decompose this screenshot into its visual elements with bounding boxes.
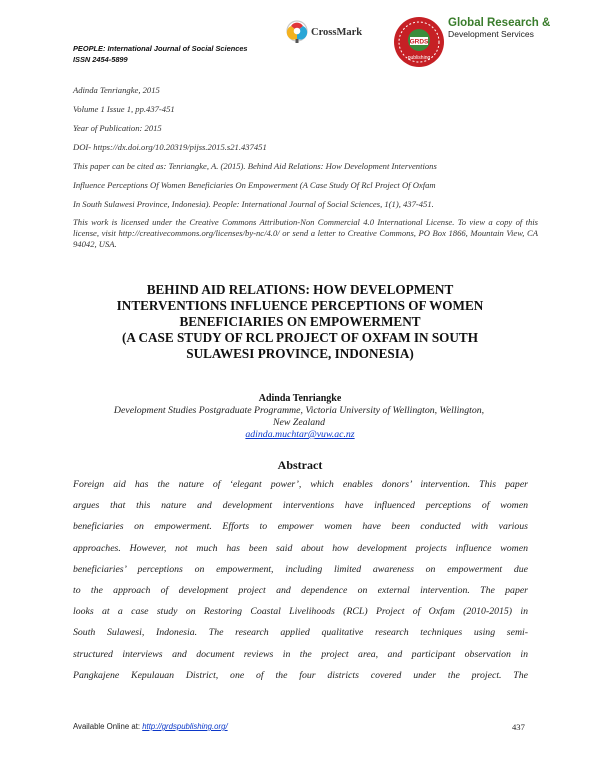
author-name: Adinda Tenriangke [258, 393, 342, 404]
grds-logo-text: GRDS [409, 38, 429, 46]
abstract-body [73, 474, 528, 686]
title-line: BENEFICIARIES ON EMPOWERMENT [179, 314, 421, 329]
publisher-line-1: Global Research & [448, 17, 551, 29]
publication-year: Year of Publication: 2015 [73, 123, 162, 133]
crossmark-label: CrossMark [311, 26, 363, 38]
title-line: SULAWESI PROVINCE, INDONESIA) [186, 346, 414, 361]
title-line: INTERVENTIONS INFLUENCE PERCEPTIONS OF WOMEN [116, 298, 484, 313]
affiliation-line: Development Studies Postgraduate Programme, Victoria University of Wellington, Wellington, [113, 405, 485, 416]
grds-logo-subtext: publishing [407, 55, 431, 61]
abstract-line: argues that this nature and development interventions have influenced perceptions of women [73, 500, 528, 512]
abstract-line: approaches. However, not much has been said about how development projects influence women [73, 542, 528, 554]
footer-available-label: Available Online at: [73, 722, 143, 731]
abstract-heading: Abstract [277, 458, 323, 472]
citation-meta [73, 81, 538, 249]
doi-link[interactable]: DOI- https://dx.doi.org/10.20319/pijss.2015.s21.437451 [73, 142, 267, 152]
crossmark-icon [286, 20, 308, 44]
title-line: (A CASE STUDY OF RCL PROJECT OF OXFAM IN SOUTH [122, 330, 478, 345]
citation-line: This paper can be cited as: Tenriangke, A. (2015). Behind Aid Relations: How Development Interventions [73, 161, 437, 171]
page-footer [73, 722, 228, 731]
publisher-line-2: Development Services [448, 29, 534, 39]
author-email-link[interactable]: adinda.muchtar@vuw.ac.nz [245, 429, 355, 440]
journal-name: PEOPLE: International Journal of Social Sciences [73, 44, 248, 53]
abstract-line: looks at a case study on Restoring Coastal Livelihoods (RCL) Project of Oxfam (2010-2015) in [73, 606, 528, 618]
grds-logo-icon [392, 15, 446, 69]
abstract-line: South Sulawesi, Indonesia. The research applied qualitative research techniques using semi- [73, 627, 528, 639]
journal-issn: ISSN 2454-5899 [73, 54, 128, 64]
title-line: BEHIND AID RELATIONS: HOW DEVELOPMENT [146, 282, 454, 297]
abstract-line: beneficiaries’ perceptions on empowerment, including limited awareness on empowerment due [73, 563, 528, 575]
abstract-line: beneficiaries on empowerment. Efforts to empower women have been conducted with various [73, 521, 528, 533]
author-year: Adinda Tenriangke, 2015 [73, 85, 160, 95]
paper-title [60, 282, 540, 362]
abstract-line: structured interviews and document reviews in the project area, and participant observation in [73, 648, 528, 660]
abstract-line: to the approach of development project and dependence on external intervention. The paper [73, 585, 528, 597]
author-affiliation [73, 405, 525, 429]
publisher-name [448, 18, 550, 40]
citation-line: Influence Perceptions Of Women Beneficiaries On Empowerment (A Case Study Of Rcl Project Of Oxfam [73, 180, 436, 190]
affiliation-line: New Zealand [273, 417, 325, 428]
abstract-line: Pangkajene Kepulauan District, one of the four districts covered under the project. The [73, 669, 528, 681]
volume-info: Volume 1 Issue 1, pp.437-451 [73, 104, 175, 114]
crossmark-badge[interactable] [286, 20, 362, 44]
footer-url-link[interactable]: http://grdspublishing.org/ [142, 722, 228, 731]
journal-header [73, 44, 248, 65]
license-notice: This work is licensed under the Creative Commons Attribution-Non Commercial 4.0 International License. To view a copy of this license, visit http://creativecommons.org/licenses/by-nc/4.0/ or send a letter to Creative Commons, PO Box 1866, Mountain View, CA 94042, USA. [73, 217, 538, 249]
abstract-line: Foreign aid has the nature of ‘elegant power’, which enables donors’ intervention. This paper [73, 479, 528, 490]
citation-line: In South Sulawesi Province, Indonesia). People: International Journal of Social Sciences, 1(1), 437-451. [73, 199, 434, 209]
page-number: 437 [512, 722, 525, 732]
